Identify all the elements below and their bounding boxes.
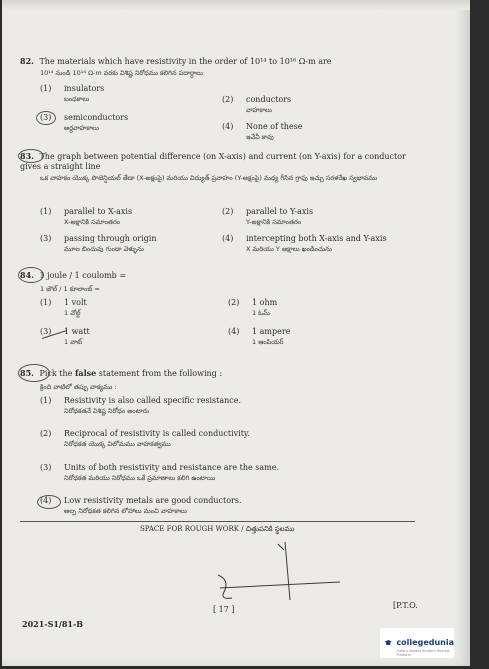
rough-work-divider [20,521,415,522]
question-85-option-2: (2) Reciprocal of resistivity is called conductivity. నిరోధకత యొక్క విలోమము వాహకత్వము [40,429,250,448]
question-82 [20,56,420,67]
pen-scribble-mark [210,540,360,610]
question-85-option-4: (4) Low resistivity metals are good conductors. అల్ప నిరోధకత కలిగిన లోహాలు మంచి వాహకాలు [40,496,242,515]
collegedunia-logo [380,628,454,658]
page-top-edge [2,0,470,10]
question-84-option-1: (1) 1 volt 1 వోల్ట్ [40,298,87,317]
page-number: [ 17 ] [213,605,235,614]
question-83-option-2: (2) parallel to Y-axis Y-అక్షానికి సమాంతరం [222,207,314,226]
question-83-option-3: (3) passing through origin మూల బిందువు గుండా వెళ్ళును [40,234,157,253]
question-82-option-2: (2) conductors వాహకాలు [222,95,292,114]
question-82-telugu: 10¹⁴ నుండి 10¹⁶ Ω-m వరకు విశిష్ట నిరోధము కలిగిన పదార్ధాలు [40,69,203,77]
question-number: 82. [20,56,34,66]
question-85-telugu: క్రింది వాటిలో తప్పు వాక్యము : [40,383,117,391]
answer-mark-circle [36,111,56,125]
rough-work-label: SPACE FOR ROUGH WORK / చిత్తుపనికి స్థలము [140,525,295,533]
pto-label: [P.T.O. [393,601,418,610]
question-text-start: Pick the [39,369,75,378]
question-number: 85. [20,368,34,378]
question-text: The graph between potential difference (on X-axis) and current (on Y-axis) for a conductor gives a straight line [20,152,406,171]
answer-mark-circle [37,495,61,509]
question-mark-circle [18,267,44,283]
question-text: The materials which have resistivity in the order of 10¹⁴ to 10¹⁶ Ω-m are [39,57,332,66]
question-text: 1 joule / 1 coulomb = [39,271,127,280]
question-84-option-3: (3) 1 watt 1 వాట్ [40,327,90,346]
question-85-option-3: (3) Units of both resistivity and resistance are the same. నిరోధకత మరియు నిరోధము ఒకే ప్రమాణాలు కలిగి ఉంటాయి [40,463,280,482]
question-82-option-4: (4) None of these ఇవేవీ కావు [222,122,303,141]
question-number: 83. [20,151,34,161]
question-83-option-1: (1) parallel to X-axis X-అక్షానికి సమాంతరం [40,207,133,226]
question-83-telugu: ఒక వాహకం యొక్క పొటెన్షియల్ తేడా (X-అక్షంపై) మరియు విద్యుత్ ప్రవాహం (Y-అక్షంపై) మధ్య గీసిన గ్రాఫు ఇచ్చు సరళరేఖ స్వభావము [40,174,378,182]
logo-tagline: India's largest Student Review Platform [396,648,450,657]
question-82-option-3: (3) semiconductors అర్ధవాహకాలు [40,113,129,132]
question-number: 84. [20,270,34,280]
graduation-cap-icon [384,636,392,650]
question-84 [20,270,420,281]
question-83-option-4: (4) intercepting both X-axis and Y-axis X మరియు Y అక్షాలు ఖండించును [222,234,387,253]
question-text-emphasis: false [74,368,97,378]
question-83 [20,151,420,172]
question-82-option-1: (1) insulators బంధకాలు [40,84,105,103]
question-text-end: statement from the following : [96,369,223,378]
logo-text-block [396,630,454,657]
question-85 [20,368,420,379]
paper-code: 2021-S1/81-B [22,619,84,629]
logo-name: collegedunia [396,637,454,647]
question-84-telugu: 1 జౌల్ / 1 కూలాంబ్ = [40,285,100,293]
question-mark-circle [18,364,50,382]
question-mark-circle [18,149,44,163]
question-84-option-4: (4) 1 ampere 1 ఆంపియర్ [228,327,291,346]
question-85-option-1: (1) Resistivity is also called specific resistance. నిరోధకతనే విశిష్ట నిరోధం అంటారు [40,396,242,415]
question-84-option-2: (2) 1 ohm 1 ఓమ్ [228,298,278,317]
